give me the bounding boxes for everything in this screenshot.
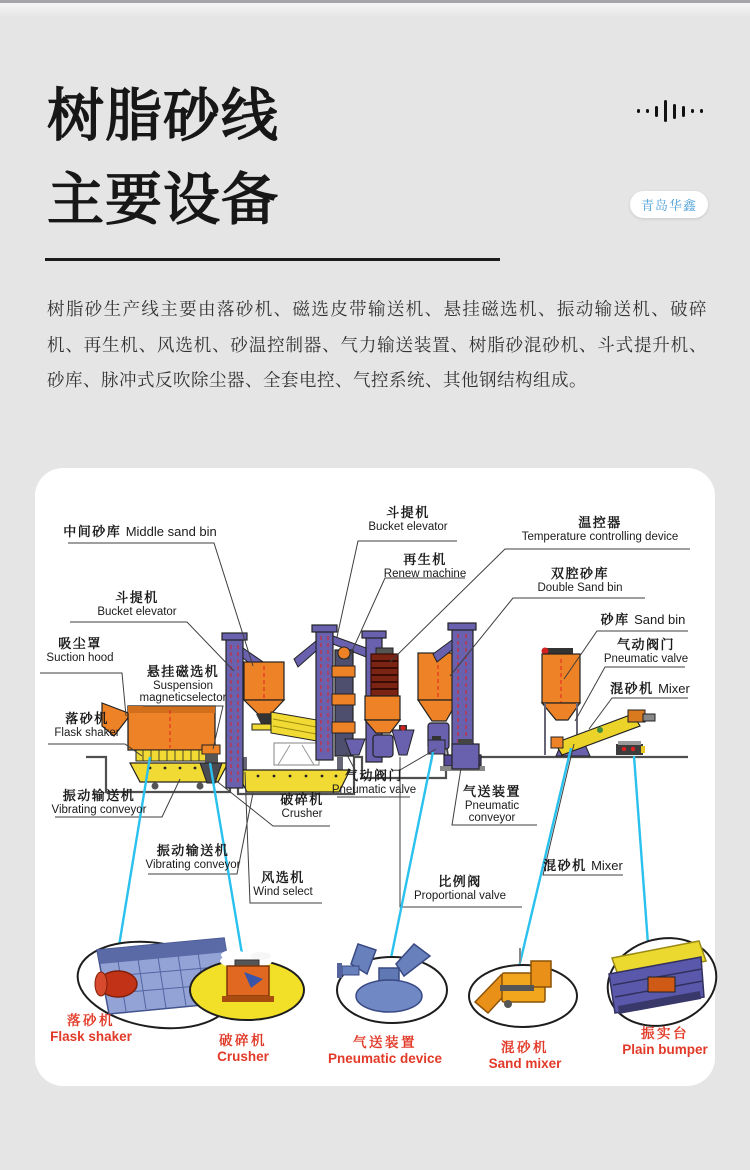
- label-crusher: 破碎机 Crusher: [280, 792, 324, 820]
- label-middle-sand-bin: 中间砂库 Middle sand bin: [63, 524, 217, 539]
- label-pneumatic-conveyor: 气送装置 Pneumatic conveyor: [462, 784, 521, 824]
- label-suction-hood: 吸尘罩 Suction hood: [46, 636, 114, 664]
- label-vibrating-conveyor-2: 振动输送机 Vibrating conveyor: [145, 843, 241, 871]
- label-mixer-center: 混砂机 Mixer: [543, 858, 623, 873]
- label-temperature-device: 温控器 Temperature controlling device: [521, 515, 679, 543]
- title-line-2: 主要设备: [47, 168, 279, 232]
- label-mixer-right: 混砂机 Mixer: [610, 681, 690, 696]
- plain-bumper-device: [616, 741, 645, 755]
- callout-crusher: 破碎机 Crusher: [217, 1033, 269, 1064]
- label-flask-shaker: 落砂机 Flask shaker: [54, 711, 120, 739]
- brand-badge: 青岛华鑫: [630, 191, 708, 218]
- callout-flask-shaker: 落砂机 Flask shaker: [50, 1013, 132, 1044]
- label-wind-select: 风选机 Wind select: [253, 870, 313, 898]
- label-vibrating-conveyor-1: 振动输送机 Vibrating conveyor: [51, 788, 147, 816]
- callout-plain-bumper: 振实台 Plain bumper: [622, 1026, 708, 1057]
- callout-pneumatic-device: 气送装置 Pneumatic device: [327, 1035, 443, 1066]
- label-double-sand-bin: 双腔砂库 Double Sand bin: [537, 566, 623, 594]
- title-line-1: 树脂砂线: [47, 84, 279, 148]
- intro-paragraph: 树脂砂生产线主要由落砂机、磁选皮带输送机、悬挂磁选机、振动输送机、破碎机、再生机、风选机、砂温控制器、气力输送装置、树脂砂混砂机、斗式提升机、砂库、脉冲式反吹除尘器、全套电控、气控系统、其他钢结构组成。: [47, 299, 707, 390]
- label-suspension-selector: 悬挂磁选机 Suspension magneticselector: [139, 664, 227, 704]
- label-pneumatic-valve-center: 气动阀门 Pneumatic valve: [331, 768, 417, 796]
- label-bucket-elevator-left: 斗提机 Bucket elevator: [97, 590, 177, 618]
- callout-sand-mixer: 混砂机 Sand mixer: [488, 1040, 562, 1071]
- label-renew-machine: 再生机 Renew machine: [383, 552, 467, 580]
- label-bucket-elevator-top: 斗提机 Bucket elevator: [368, 505, 448, 533]
- label-pneumatic-valve-right: 气动阀门 Pneumatic valve: [603, 637, 689, 665]
- label-proportional-valve: 比例阀 Proportional valve: [413, 874, 507, 902]
- label-sand-bin: 砂库 Sand bin: [600, 612, 686, 627]
